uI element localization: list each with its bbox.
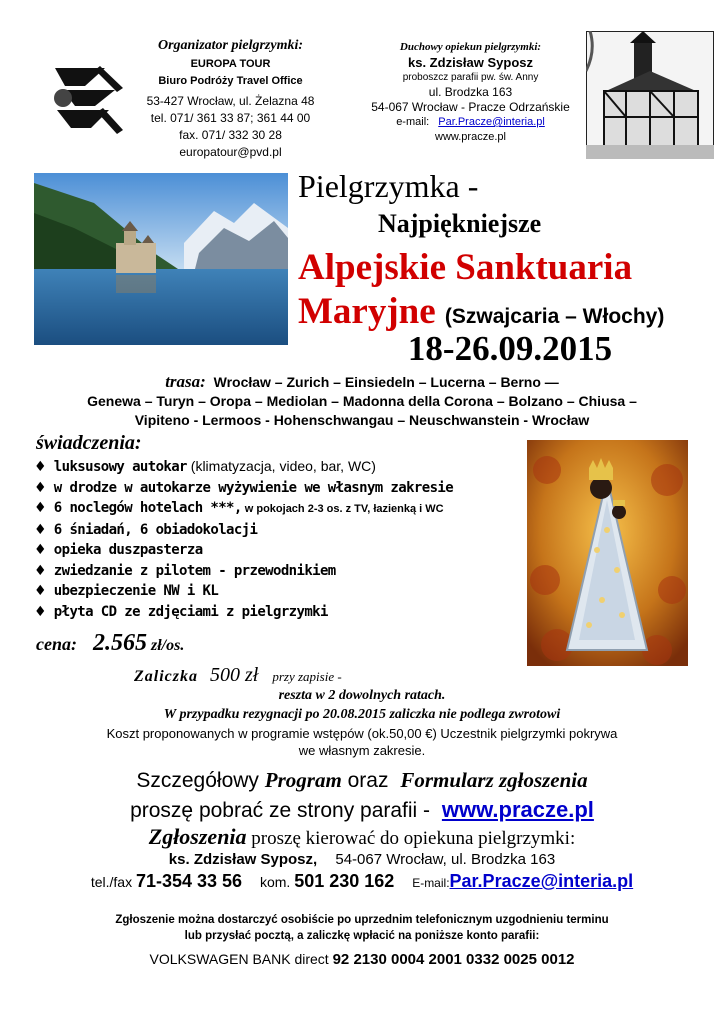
program-line-1: [0, 768, 724, 793]
deposit-block: [134, 664, 342, 687]
registration-line-3: [0, 871, 724, 892]
deposit-rest: reszta w 2 dowolnych ratach.: [278, 688, 446, 703]
guide-city: 54-067 Wrocław - Pracze Odrzańskie: [371, 100, 570, 114]
bullet-diamond-icon: ♦: [34, 479, 46, 496]
service-item: [34, 456, 534, 478]
service-item: [34, 540, 534, 561]
registration-em: Zgłoszenia: [148, 824, 247, 849]
services-list: [34, 456, 534, 622]
service-main: luksusowy autokar: [53, 459, 187, 475]
trip-dates: 18-26.09.2015: [407, 329, 613, 368]
registration-line-2: [0, 851, 724, 868]
europa-tour-logo: [45, 58, 125, 138]
registration-line-1: [0, 824, 724, 850]
cost-line-2: we własnym zakresie.: [298, 743, 426, 758]
service-item: [34, 581, 534, 602]
program-download-text: proszę pobrać ze strony parafii -: [130, 799, 431, 822]
note-line-1: Zgłoszenie można dostarczyć osobiście po uprzednim telefonicznym uzgodnieniu terminu: [115, 914, 609, 926]
registration-rest: proszę kierować do opiekuna pielgrzymki:: [251, 828, 576, 849]
church-photo: [586, 31, 714, 159]
route-line-1: Wrocław – Zurich – Einsiedeln – Lucerna – Berno —: [213, 374, 559, 390]
cost-line-1: Koszt proponowanych w programie wstępów (ok.50,00 €) Uczestnik pielgrzymki pokrywa: [106, 726, 618, 741]
title-line-4: [298, 290, 664, 333]
deposit-cancel-note: W przypadku rezygnacji po 20.08.2015 zaliczka nie podlega zwrotowi: [163, 707, 561, 722]
guide-label: Duchowy opiekun pielgrzymki:: [399, 41, 542, 53]
service-item: [34, 561, 534, 582]
guide-block: [358, 40, 583, 145]
service-extra: (klimatyzacja, video, bar, WC): [186, 458, 376, 474]
guide-www[interactable]: www.pracze.pl: [435, 131, 506, 143]
deposit-label: Zaliczka: [134, 668, 198, 685]
service-main: zwiedzanie z pilotem - przewodnikiem: [53, 562, 336, 579]
program-word-4: Formularz zgłoszenia: [400, 768, 588, 792]
service-item: [34, 498, 534, 520]
note-line-2: lub przysłać pocztą, a zaliczkę wpłacić na poniższe konto parafii:: [184, 930, 540, 942]
kom-number: 501 230 162: [294, 871, 395, 891]
bullet-diamond-icon: ♦: [34, 542, 46, 558]
registration-name: ks. Zdzisław Syposz,: [168, 851, 318, 868]
organizer-label: Organizator pielgrzymki:: [157, 38, 304, 53]
email-label: E-mail:: [412, 876, 450, 890]
program-word-2: Program: [264, 768, 342, 792]
organizer-name: EUROPA TOUR: [190, 58, 271, 70]
price-currency: zł/os.: [150, 637, 185, 654]
tel-label: tel./fax: [90, 874, 133, 890]
guide-name: ks. Zdzisław Syposz: [408, 55, 533, 70]
service-main: w drodze w autokarze wyżywienie we własnym zakresie: [53, 479, 454, 496]
bullet-diamond-icon: ♦: [34, 459, 46, 475]
guide-role: proboszcz parafii pw. św. Anny: [402, 72, 539, 83]
bullet-diamond-icon: ♦: [34, 583, 46, 599]
madonna-statue-photo: [527, 440, 688, 666]
registration-email-link[interactable]: Par.Pracze@interia.pl: [449, 871, 634, 891]
title-line-3: Alpejskie Sanktuaria: [298, 247, 633, 288]
title-line-1: Pielgrzymka -: [298, 168, 479, 204]
bullet-diamond-icon: ♦: [34, 500, 46, 516]
parish-website-link[interactable]: www.pracze.pl: [441, 797, 594, 822]
organizer-block: [118, 38, 343, 161]
route-line-2: Genewa – Turyn – Oropa – Mediolan – Madonna della Corona – Bolzano – Chiusa –: [87, 393, 637, 409]
lake-castle-photo: [34, 173, 288, 345]
bank-account-number: 92 2130 0004 2001 0332 0025 0012: [332, 951, 575, 968]
organizer-fax: fax. 071/ 332 30 28: [179, 128, 282, 142]
guide-street: ul. Brodzka 163: [428, 85, 513, 99]
organizer-phone: tel. 071/ 361 33 87; 361 44 00: [150, 111, 311, 125]
title-line-4-main: Maryjne: [298, 291, 436, 332]
bullet-diamond-icon: ♦: [34, 521, 46, 538]
price-value: 2.565: [92, 630, 147, 656]
title-line-2: Najpiękniejsze: [378, 209, 542, 238]
route-block: [34, 372, 690, 430]
service-main: 6 noclegów hotelach ***,: [53, 500, 242, 516]
service-item: [34, 478, 534, 499]
service-main: ubezpieczenie NW i KL: [53, 583, 219, 599]
tel-number: 71-354 33 56: [135, 871, 243, 891]
bank-account-line: [0, 951, 724, 968]
bullet-diamond-icon: ♦: [34, 603, 46, 620]
registration-address: 54-067 Wrocław, ul. Brodzka 163: [335, 851, 556, 868]
price-block: [36, 630, 184, 657]
deposit-cost-note: [0, 725, 724, 759]
deposit-amount: 500 zł: [210, 664, 259, 686]
bank-name: VOLKSWAGEN BANK direct: [149, 951, 329, 967]
organizer-office: Biuro Podróży Travel Office: [158, 75, 303, 87]
deposit-note: przy zapisie -: [272, 669, 342, 684]
submission-note: [0, 912, 724, 944]
title-line-4-countries: (Szwajcaria – Włochy): [444, 305, 665, 328]
program-word-1: Szczegółowy: [136, 769, 259, 792]
service-main: płyta CD ze zdjęciami z pielgrzymki: [53, 603, 328, 620]
price-label: cena:: [36, 634, 77, 654]
program-line-2: [0, 797, 724, 823]
service-main: opieka duszpasterza: [53, 542, 203, 558]
kom-label: kom.: [259, 874, 291, 890]
program-word-3: oraz: [347, 769, 389, 792]
organizer-email: europatour@pvd.pl: [179, 145, 282, 159]
service-item: [34, 602, 534, 623]
service-extra: w pokojach 2-3 os. z TV, łazienką i WC: [241, 503, 444, 515]
route-line-3: Vipiteno - Lermoos - Hohenschwangau – Neuschwanstein - Wrocław: [134, 412, 590, 428]
service-main: 6 śniadań, 6 obiadokolacji: [53, 521, 258, 538]
route-label: trasa:: [165, 372, 206, 391]
organizer-address: 53-427 Wrocław, ul. Żelazna 48: [146, 94, 315, 108]
bullet-diamond-icon: ♦: [34, 562, 46, 579]
services-title: świadczenia:: [36, 432, 142, 454]
service-item: [34, 520, 534, 541]
guide-email-link[interactable]: Par.Pracze@interia.pl: [438, 116, 545, 128]
guide-email-label: e-mail:: [396, 116, 430, 128]
